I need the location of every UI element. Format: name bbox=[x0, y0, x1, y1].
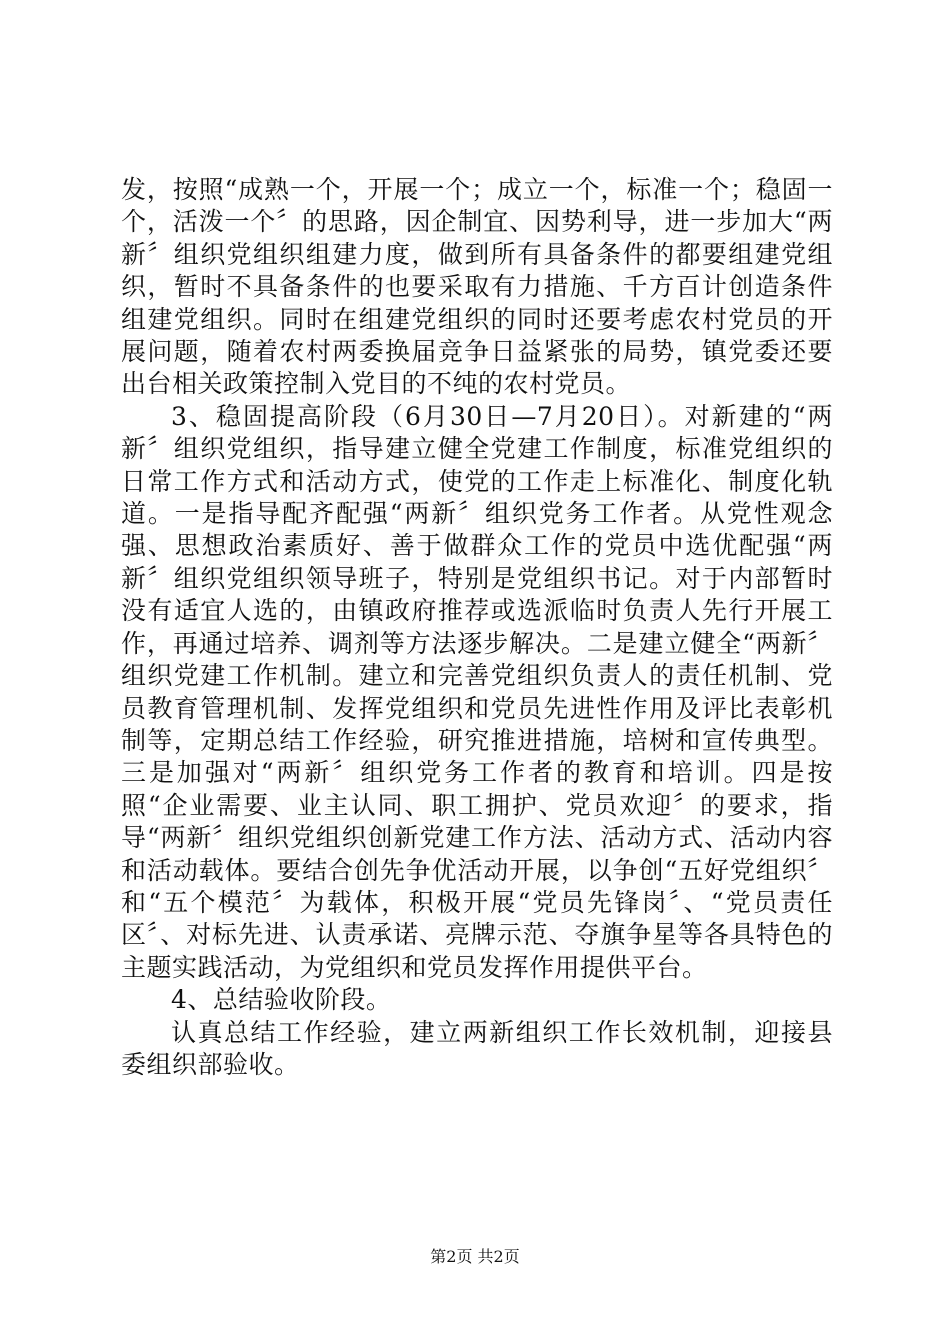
page-footer: 第2页 共2页 bbox=[430, 1247, 520, 1266]
document-body bbox=[121, 174, 833, 1081]
paragraph-stage-4-body: 认真总结工作经验，建立两新组织工作长效机制，迎接县委组织部验收。 bbox=[121, 1017, 833, 1079]
paragraph-stage-4-heading: 4、总结验收阶段。 bbox=[171, 985, 392, 1015]
paragraph-continuation: 发，按照“成熟一个，开展一个；成立一个，标准一个；稳固一个，活泼一个〞的思路，因企制宜、因势利导，进一步加大“两新〞组织党组织组建力度，做到所有具备条件的都要组建党组织，暂时不具备条件的也要采取有力措施、千方百计创造条件组建党组织。同时在组建党组织的同时还要考虑农村党员的开展问题，随着农村两委换届竞争日益紧张的局势，镇党委还要出台相关政策控制入党目的不纯的农村党员。 bbox=[121, 175, 833, 399]
paragraph-stage-3: 3、稳固提高阶段（6月30日—7月20日）。对新建的“两新〞组织党组织，指导建立健全党建工作制度，标准党组织的日常工作方式和活动方式，使党的工作走上标准化、制度化轨道。一是指导配齐配强“两新〞组织党务工作者。从党性观念强、思想政治素质好、善于做群众工作的党员中选优配强“两新〞组织党组织领导班子，特别是党组织书记。对于内部暂时没有适宜人选的，由镇政府推荐或选派临时负责人先行开展工作，再通过培养、调剂等方法逐步解决。二是建立健全“两新〞组织党建工作机制。建立和完善党组织负责人的责任机制、党员教育管理机制、发挥党组织和党员先进性作用及评比表彰机制等，定期总结工作经验，研究推进措施，培树和宣传典型。三是加强对“两新〞组织党务工作者的教育和培训。四是按照“企业需要、业主认同、职工拥护、党员欢迎〞的要求，指导“两新〞组织党组织创新党建工作方法、活动方式、活动内容和活动载体。要结合创先争优活动开展，以争创“五好党组织〞和“五个模范〞为载体，积极开展“党员先锋岗〞、“党员责任区〞、对标先进、认责承诺、亮牌示范、夺旗争星等各具特色的主题实践活动，为党组织和党员发挥作用提供平台。 bbox=[121, 401, 833, 982]
